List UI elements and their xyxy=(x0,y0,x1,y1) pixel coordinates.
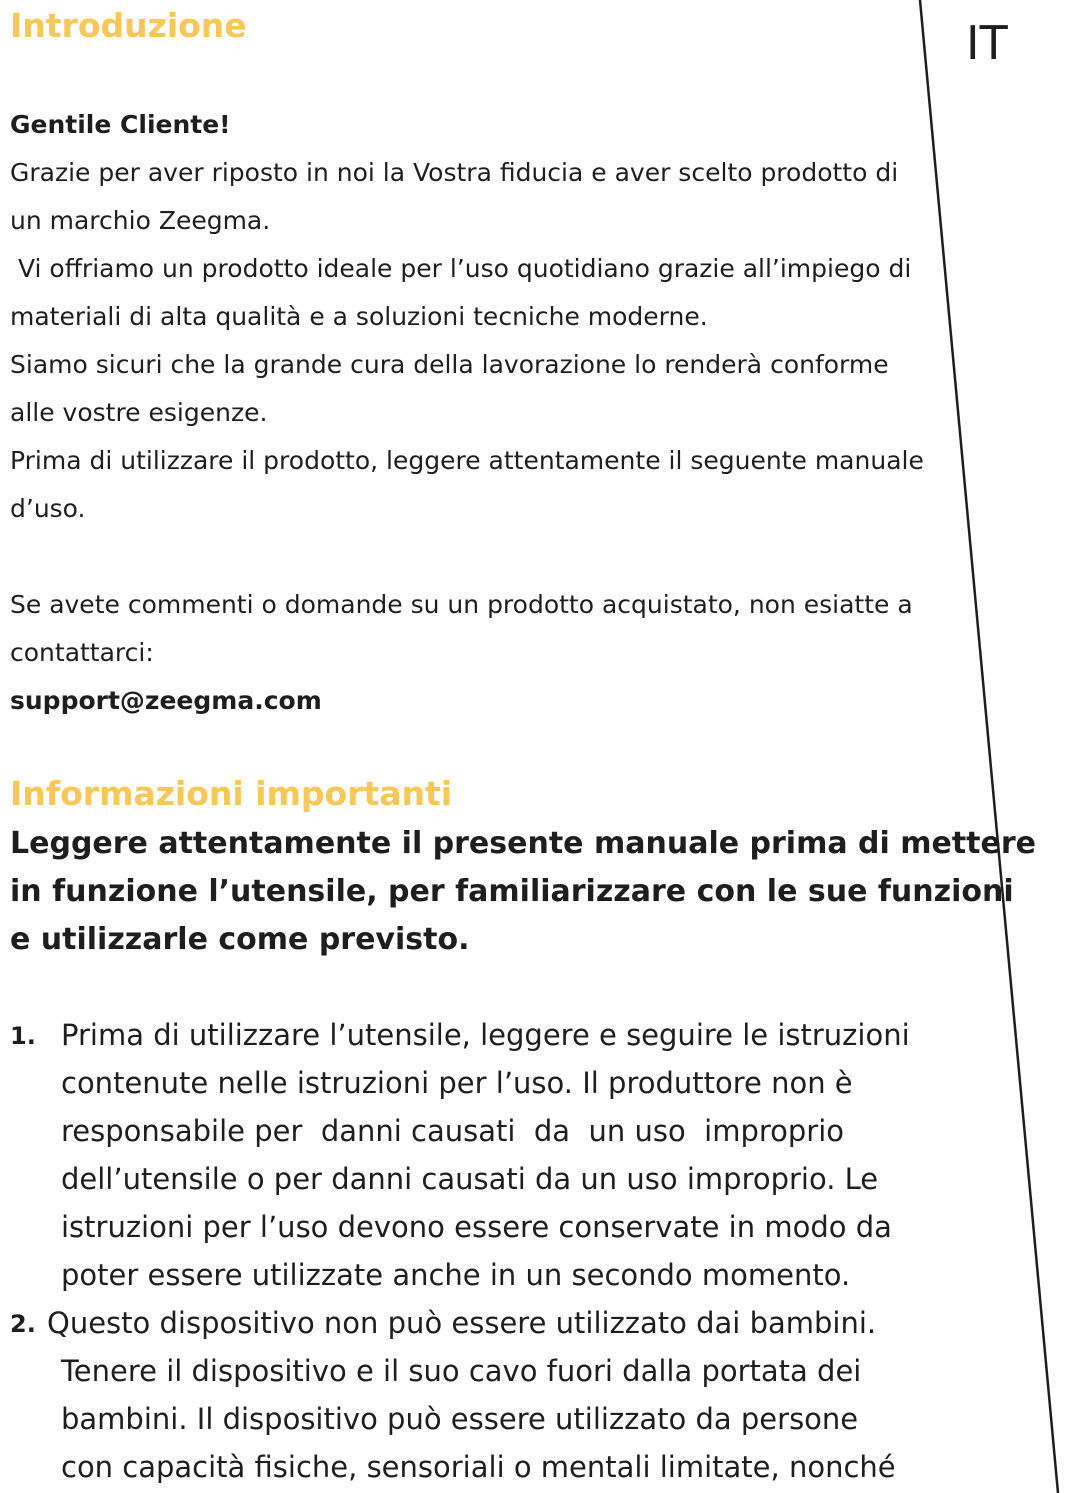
list-item-line: bambini. Il dispositivo può essere utilizzato da persone xyxy=(61,1402,859,1436)
list-item-number: 1. xyxy=(10,1022,36,1050)
list-item-line: poter essere utilizzate anche in un secondo momento. xyxy=(61,1258,851,1292)
list-item-line: con capacità fisiche, sensoriali o mentali limitate, nonché xyxy=(61,1450,896,1484)
list-item-line: Prima di utilizzare l’utensile, leggere e seguire le istruzioni xyxy=(61,1018,910,1052)
important-lead-line: e utilizzarle come previsto. xyxy=(10,922,470,957)
list-item-line: Questo dispositivo non può essere utilizzato dai bambini. xyxy=(47,1306,877,1340)
intro-line: un marchio Zeegma. xyxy=(10,206,271,235)
list-item-line: Tenere il dispositivo e il suo cavo fuori dalla portata dei xyxy=(61,1354,862,1388)
important-lead-line: Leggere attentamente il presente manuale prima di mettere xyxy=(10,826,1036,861)
important-lead-line: in funzione l’utensile, per familiarizzare con le sue funzioni xyxy=(10,874,1014,909)
list-item-line: istruzioni per l’uso devono essere conservate in modo da xyxy=(61,1210,892,1244)
intro-line: d’uso. xyxy=(10,494,86,523)
intro-line: Prima di utilizzare il prodotto, leggere attentamente il seguente manuale xyxy=(10,446,924,475)
important-heading: Informazioni importanti xyxy=(10,774,453,813)
contact-line: contattarci: xyxy=(10,638,154,667)
language-tab-label: IT xyxy=(966,16,1008,70)
intro-line: Vi offriamo un prodotto ideale per l’uso quotidiano grazie all’impiego di xyxy=(10,254,912,283)
list-item-number: 2. xyxy=(10,1310,36,1338)
intro-heading: Introduzione xyxy=(10,6,247,45)
intro-line: alle vostre esigenze. xyxy=(10,398,268,427)
list-item-line: responsabile per danni causati da un uso improprio xyxy=(61,1114,845,1148)
contact-line: Se avete commenti o domande su un prodotto acquistato, non esiatte a xyxy=(10,590,913,619)
intro-greeting: Gentile Cliente! xyxy=(10,110,231,139)
intro-line: materiali di alta qualità e a soluzioni tecniche moderne. xyxy=(10,302,708,331)
intro-line: Siamo sicuri che la grande cura della lavorazione lo renderà conforme xyxy=(10,350,889,379)
list-item-line: contenute nelle istruzioni per l’uso. Il produttore non è xyxy=(61,1066,853,1100)
list-item-line: dell’utensile o per danni causati da un uso improprio. Le xyxy=(61,1162,879,1196)
intro-line: Grazie per aver riposto in noi la Vostra fiducia e aver scelto prodotto di xyxy=(10,158,899,187)
support-email: support@zeegma.com xyxy=(10,686,322,715)
